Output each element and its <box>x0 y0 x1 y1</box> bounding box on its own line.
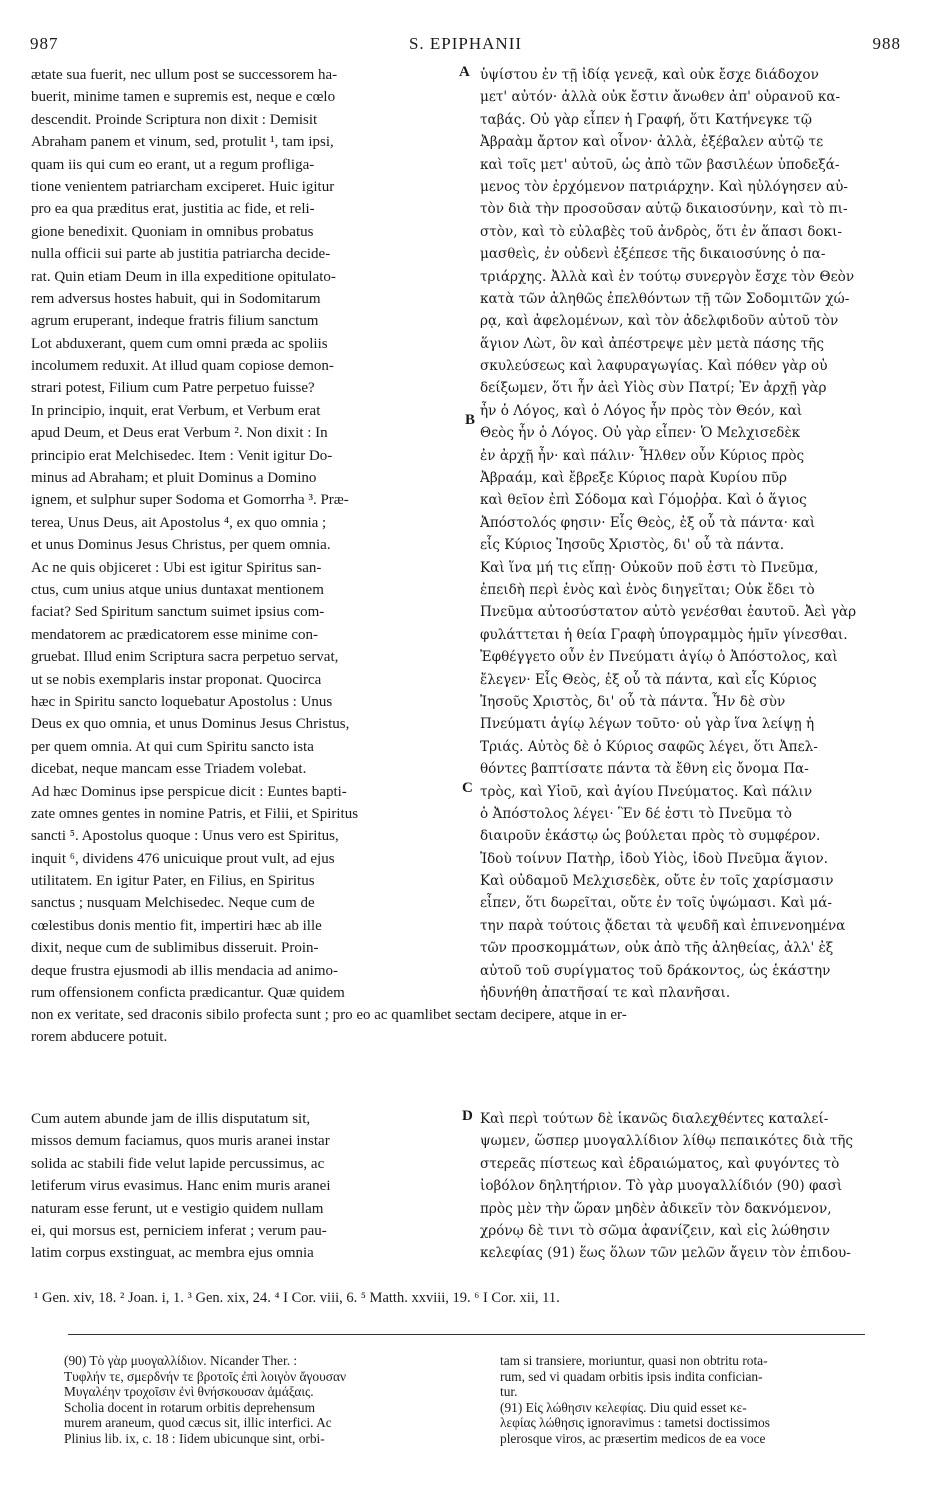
greek-text-line: μενος τὸν ἐρχόμενον πατριάρχην. Καὶ ηὐλόγησεν αὐ- <box>480 178 848 195</box>
greek-text-line: φυλάττεται ἡ θεία Γραφὴ ὑπογραμμὸς ἡμῖν γίνεσθαι. <box>480 626 848 643</box>
latin-text-line: strari potest, Filium cum Patre perpetuo fuisse? <box>31 380 315 397</box>
latin-text-line: Ad hæc Dominus ipse perspicue dicit : Euntes bapti- <box>31 783 347 800</box>
greek-text-line: στερεᾶς πίστεως καὶ ἑδραιώματος, καὶ φυγόντες τὸ <box>480 1155 840 1172</box>
footnote-line: (90) Τὸ γὰρ μυογαλλίδιον. Nicander Ther. : <box>64 1353 298 1368</box>
greek-text-line: Ἀπόστολός φησιν· Εἷς Θεὸς, ἐξ οὗ τὰ πάντα· καὶ <box>480 514 816 531</box>
footnote-line: λεφίας λώθησις ignoravimus : tametsi doctissimos <box>500 1415 770 1431</box>
greek-text-line: στὸν, καὶ τὸ εὐλαβὲς τοῦ ἀνδρὸς, ὅτι ἐν ἅπασι δοκι- <box>480 223 843 240</box>
footnote-line: tam si transiere, moriuntur, quasi non obtritu rota- <box>500 1353 768 1368</box>
greek-text-line: ρᾳ, καὶ ἀφελομένων, καὶ τὸν ἀδελφιδοῦν αὐτοῦ τὸν <box>480 313 839 330</box>
footnote-line: Μυγαλέην τροχοῖσιν ἐνὶ θνήσκουσαν ἁμάξαις. <box>64 1384 314 1400</box>
latin-text-line: et unus Dominus Jesus Christus, per quem omnia. <box>31 537 331 554</box>
greek-text-line: διαιροῦν ἑκάστῳ ὡς βούλεται πρὸς τὸ συμφέρον. <box>480 828 821 845</box>
greek-text-line: Καὶ περὶ τούτων δὲ ἱκανῶς διαλεχθέντες καταλεί- <box>480 1111 829 1127</box>
greek-text-line: Ἀβραὰμ ἄρτον καὶ οἶνον· ἀλλὰ, ἐξέβαλεν αὐτῷ τε <box>480 134 824 151</box>
latin-text-line: ei, qui morsus est, perniciem inferat ; verum pau- <box>31 1222 327 1239</box>
greek-text-line: Πνεύματι ἁγίῳ λέγων τοῦτο· οὐ γὰρ ἵνα λείψῃ ἡ <box>480 716 815 733</box>
latin-text-line: rem adversus hostes habuit, qui in Sodomitarum <box>31 290 321 307</box>
latin-text-line: missos demum faciamus, quos muris aranei instar <box>31 1133 330 1150</box>
greek-text-line: ψωμεν, ὥσπερ μυογαλλίδιον λίθῳ πεπαικότες διὰ τῆς <box>480 1133 854 1150</box>
latin-text-line: apud Deum, et Deus erat Verbum ². Non dixit : In <box>31 425 328 442</box>
scripture-references: ¹ Gen. xiv, 18. ² Joan. i, 1. ³ Gen. xix, 24. ⁴ I Cor. viii, 6. ⁵ Matth. xxviii, 19. ⁶ I Cor. xii, 11. <box>34 1290 560 1306</box>
running-title: S. EPIPHANII <box>408 34 523 53</box>
latin-text-line: letiferum virus evasimus. Hanc enim muris aranei <box>31 1178 331 1195</box>
greek-text-line: την παρὰ τούτοις ᾄδεται τὰ ψευδῆ καὶ ἐπινενοημένα <box>480 917 846 934</box>
latin-text-line: incolumem reduxit. At illud quam copiose demon- <box>31 358 334 375</box>
footnote-line: rum, sed vi quadam orbitis ipsis indita confician- <box>500 1368 763 1384</box>
latin-text-line: mendatorem ac prædicatorem esse minime con- <box>31 626 318 643</box>
greek-text-line: Καὶ ἵνα μή τις εἴπῃ· Οὐκοῦν ποῦ ἐστι τὸ Πνεῦμα, <box>480 559 819 576</box>
greek-text-line: δείξωμεν, ὅτι ἦν ἀεὶ Υἱὸς σὺν Πατρί; Ἐν ἀρχῇ γὰρ <box>480 380 827 397</box>
latin-text-line: non ex veritate, sed draconis sibilo profecta sunt ; pro eo ac quamlibet sectam decipere, atque in er- <box>31 1007 627 1023</box>
greek-text-line: ὁ Ἀπόστολος λέγει· Ἓν δέ ἐστι τὸ Πνεῦμα τὸ <box>480 805 792 822</box>
greek-text-line: Ἐφθέγγετο οὖν ἐν Πνεύματι ἁγίῳ ὁ Ἀπόστολος, καὶ <box>480 649 838 666</box>
latin-text-line: rat. Quin etiam Deum in illa expeditione opitulato- <box>31 268 336 285</box>
greek-text-line: ἐν ἀρχῇ ἦν· καὶ πάλιν· Ἦλθεν οὖν Κύριος πρὸς <box>480 447 805 464</box>
greek-text-line: κατὰ τῶν ἀληθῶς ἐπελθόντων τῇ τῶν Σοδομιτῶν χώ- <box>480 290 850 307</box>
latin-column-lower <box>31 1108 457 1265</box>
greek-text-line: ἦν ὁ Λόγος, καὶ ὁ Λόγος ἦν πρὸς τὸν Θεόν, καὶ <box>480 402 803 419</box>
footnote-line: Scholia docent in rotarum orbitis deprehensum <box>64 1399 316 1415</box>
greek-text-line: αὐτοῦ τοῦ συρίγματος τοῦ δράκοντος, ὡς ἑκάστην <box>480 962 831 979</box>
latin-text-line: dicebat, neque mancam esse Triadem volebat. <box>31 761 307 778</box>
greek-text-line: ἐπειδὴ περὶ ἑνὸς καὶ ἑνὸς διηγεῖται; Οὐκ ἔδει τὸ <box>480 581 815 598</box>
greek-text-line: ἰοβόλον δηλητήριον. Τὸ γὰρ μυογαλλίδιόν (90) φασὶ <box>480 1178 843 1195</box>
latin-text-line: In principio, inquit, erat Verbum, et Verbum erat <box>31 402 321 419</box>
greek-text-line: τριάρχης. Ἀλλὰ καὶ ἐν τούτῳ συνεργὸν ἔσχε τὸν Θεὸν <box>480 268 855 285</box>
margin-mark-d: D <box>462 1108 473 1124</box>
latin-text-line: sanctus ; nusquam Melchisedec. Neque cum de <box>31 895 315 912</box>
greek-text-line: θόντες βαπτίσατε πάντα τὰ ἔθνη εἰς ὄνομα Πα- <box>480 761 809 778</box>
greek-text-line: τῶν προσκομμάτων, οὐκ ἀπὸ τῆς ἀληθείας, ἀλλ' ἐξ <box>480 940 834 957</box>
footnote-line: Plinius lib. ix, c. 18 : Iidem ubicunque sint, orbi- <box>64 1430 325 1446</box>
footnote-line: plerosque viros, ac præsertim medicos de ea voce <box>500 1430 766 1446</box>
greek-text-line: ἔλεγεν· Εἷς Θεὸς, ἐξ οὗ τὰ πάντα, καὶ εἷς Κύριος <box>480 671 817 688</box>
footnote-line: Τυφλήν τε, σμερδνήν τε βροτοῖς ἐπὶ λοιγὸν ἄγουσαν <box>64 1368 347 1384</box>
latin-text-line: ætate sua fuerit, nec ullum post se successorem ha- <box>31 67 338 83</box>
greek-text-line: κελεφίας (91) ἕως ὅλων τῶν μελῶν ἄγειν τὸν ἐπιδου- <box>480 1245 851 1262</box>
margin-mark-c: C <box>462 780 473 796</box>
latin-text-line: quam iis qui cum eo erant, ut a regum profliga- <box>31 156 315 173</box>
latin-text-line: rorem abducere potuit. <box>31 1029 168 1046</box>
footnote-line: (91) Εἰς λώθησιν κελεφίας. Diu quid esset κε- <box>500 1399 747 1415</box>
greek-text-line: ὑψίστου ἐν τῇ ἰδίᾳ γενεᾷ, καὶ οὐκ ἔσχε διάδοχον <box>480 67 819 83</box>
greek-text-line: ἠδυνήθη ἀπατῆσαί τε καὶ πλανῆσαι. <box>480 985 731 1002</box>
greek-text-line: Τριάς. Αὐτὸς δὲ ὁ Κύριος σαφῶς λέγει, ὅτι Ἀπελ- <box>480 738 818 755</box>
greek-text-line: μετ' αὐτόν· ἀλλὰ οὐκ ἔστιν ἄνωθεν ἀπ' οὐρανοῦ κα- <box>480 89 841 106</box>
page-number-left: 987 <box>30 34 59 53</box>
latin-text-line: Lot abduxerant, quem cum omni præda ac spoliis <box>31 335 328 352</box>
greek-text-line: εἶπεν, ὅτι δωρεῖται, οὔτε ἐν τοῖς ὑψώμασι. Καὶ μά- <box>480 895 832 912</box>
latin-text-line: inquit ⁶, dividens 476 unicuique prout vult, ad ejus <box>31 850 335 867</box>
latin-text-line: principio erat Melchisedec. Item : Venit igitur Do- <box>31 447 333 464</box>
page-header <box>30 34 901 56</box>
latin-text-line: agrum eruperant, indeque fratris filium sanctum <box>31 313 319 330</box>
latin-text-line: gruebat. Illud enim Scriptura sacra perpetuo servat, <box>31 649 339 666</box>
latin-text-line: tione venientem patriarcham exciperet. Huic igitur <box>31 178 335 195</box>
latin-text-line: Deus ex quo omnia, et unus Dominus Jesus Christus, <box>31 716 350 733</box>
latin-text-line: minus ad Abraham; et pluit Dominus a Domino <box>31 470 317 487</box>
latin-text-line: utilitatem. En igitur Pater, en Filius, en Spiritus <box>31 873 315 890</box>
margin-mark-a: A <box>459 64 470 80</box>
greek-text-line: ἅγιον Λὼτ, ὃν καὶ ἀπέστρεψε μὲν μετὰ πάσης τῆς <box>480 335 824 352</box>
greek-text-line: πρὸς μὲν τὴν ὥραν μηδὲν ἀδικεῖν τὸν δακνόμενον, <box>480 1200 832 1217</box>
footnote-line: tur. <box>500 1384 518 1400</box>
footnote-divider <box>68 1334 865 1335</box>
greek-text-line: καὶ τοῖς μετ' αὐτοῦ, ὡς ἀπὸ τῶν βασιλέων ὑποδεξά- <box>480 156 840 173</box>
latin-text-line: cœlestibus donis mentio fit, impertiri hæc ab ille <box>31 917 322 934</box>
greek-text-line: Θεὸς ἦν ὁ Λόγος. Οὐ γὰρ εἶπεν· Ὁ Μελχισεδὲκ <box>480 425 801 442</box>
footnote-line: murem araneum, quod cæcus sit, illic interfici. Ac <box>64 1415 332 1431</box>
greek-text-line: εἷς Κύριος Ἰησοῦς Χριστὸς, δι' οὗ τὰ πάντα. <box>480 537 785 554</box>
latin-text-line: dixit, neque cum de sublimibus disseruit. Proin- <box>31 940 319 957</box>
latin-text-line: naturam esse ferunt, ut e vestigio quidem nullam <box>31 1200 324 1217</box>
latin-text-line: nulla officii sui parte ab justitia patriarcha decide- <box>31 246 331 263</box>
greek-text-line: Καὶ οὐδαμοῦ Μελχισεδὲκ, οὔτε ἐν τοῖς χαρίσμασιν <box>480 873 834 890</box>
footnotes-right <box>500 1353 900 1447</box>
latin-column <box>31 64 457 1004</box>
latin-text-line: solida ac stabili fide velut lapide percussimus, ac <box>31 1155 325 1172</box>
latin-text-line: gione benedixit. Quoniam in omnibus probatus <box>31 223 314 240</box>
latin-text-line: pro ea qua præditus erat, justitia ac fide, et reli- <box>31 201 315 218</box>
page-number-right: 988 <box>872 34 901 53</box>
greek-text-line: Ἰησοῦς Χριστὸς, δι' οὗ τὰ πάντα. Ἦν δὲ σὺν <box>480 693 786 710</box>
latin-text-line: ignem, et sulphur super Sodoma et Gomorrha ³. Præ- <box>31 492 349 509</box>
latin-text-line: latim corpus exstinguat, ac membra ejus omnia <box>31 1245 314 1262</box>
latin-text-line: deque frustra ejusmodi ab illis mendacia ad animo- <box>31 962 338 979</box>
latin-spanning-text <box>31 1004 901 1049</box>
latin-text-line: sancti ⁵. Apostolus quoque : Unus vero est Spiritus, <box>31 828 339 845</box>
latin-text-line: faciat? Sed Spiritum sanctum suimet ipsius com- <box>31 604 325 621</box>
latin-text-line: Abraham panem et vinum, sed, protulit ¹, tam ipsi, <box>31 134 334 151</box>
footnotes-left <box>64 1353 482 1447</box>
greek-column <box>480 64 900 1004</box>
greek-text-line: μασθεὶς, ἐν οὐδενὶ ἐξέπεσε τῆς δικαιοσύνης ὁ πα- <box>480 246 826 263</box>
latin-text-line: rum offensionem conficta prædicantur. Quæ quidem <box>31 985 345 1002</box>
latin-text-line: buerit, minime tamen e supremis est, neque e cœlo <box>31 89 336 106</box>
greek-text-line: τὸν διὰ τὴν προσοῦσαν αὐτῷ δικαιοσύνην, καὶ τὸ πι- <box>480 201 848 218</box>
latin-text-line: Ac ne quis objiceret : Ubi est igitur Spiritus san- <box>31 559 322 576</box>
greek-text-line: τρὸς, καὶ Υἱοῦ, καὶ ἁγίου Πνεύματος. Καὶ πάλιν <box>480 783 813 800</box>
greek-text-line: Πνεῦμα αὐτοσύστατον αὐτὸ γενέσθαι ἑαυτοῦ. Ἀεὶ γὰρ <box>480 604 857 621</box>
greek-text-line: ταβάς. Οὐ γὰρ εἶπεν ἡ Γραφή, ὅτι Κατήνεγκε τῷ <box>480 111 812 128</box>
greek-text-line: σκυλεύσεως καὶ λαφυραγωγίας. Καὶ πόθεν γὰρ οὐ <box>480 358 828 375</box>
latin-text-line: per quem omnia. At qui cum Spiritu sancto ista <box>31 738 314 755</box>
margin-mark-b: B <box>465 412 476 428</box>
latin-text-line: Cum autem abunde jam de illis disputatum sit, <box>31 1111 311 1127</box>
greek-column-lower <box>480 1108 900 1265</box>
latin-text-line: terea, Unus Deus, ait Apostolus ⁴, ex quo omnia ; <box>31 514 327 531</box>
latin-text-line: hæc in Spiritu sancto loquebatur Apostolus : Unus <box>31 693 333 710</box>
latin-text-line: ut se nobis exemplaris instar proponat. Quocirca <box>31 671 322 688</box>
greek-text-line: χρόνῳ δὲ τινι τὸ σῶμα ἀφανίζειν, καὶ εἰς λώθησιν <box>480 1222 831 1239</box>
greek-text-line: καὶ θεῖον ἐπὶ Σόδομα καὶ Γόμοῤῥα. Καὶ ὁ ἅγιος <box>480 492 807 509</box>
latin-text-line: ctus, cum unius atque unius duntaxat mentionem <box>31 581 324 598</box>
greek-text-line: Ἰδοὺ τοίνυν Πατὴρ, ἰδοὺ Υἱὸς, ἰδοὺ Πνεῦμα ἅγιον. <box>480 850 828 867</box>
latin-text-line: zate omnes gentes in nomine Patris, et Filii, et Spiritus <box>31 805 359 822</box>
greek-text-line: Ἀβραάμ, καὶ ἔβρεξε Κύριος παρὰ Κυρίου πῦρ <box>480 470 788 487</box>
latin-text-line: descendit. Proinde Scriptura non dixit : Demisit <box>31 111 318 128</box>
